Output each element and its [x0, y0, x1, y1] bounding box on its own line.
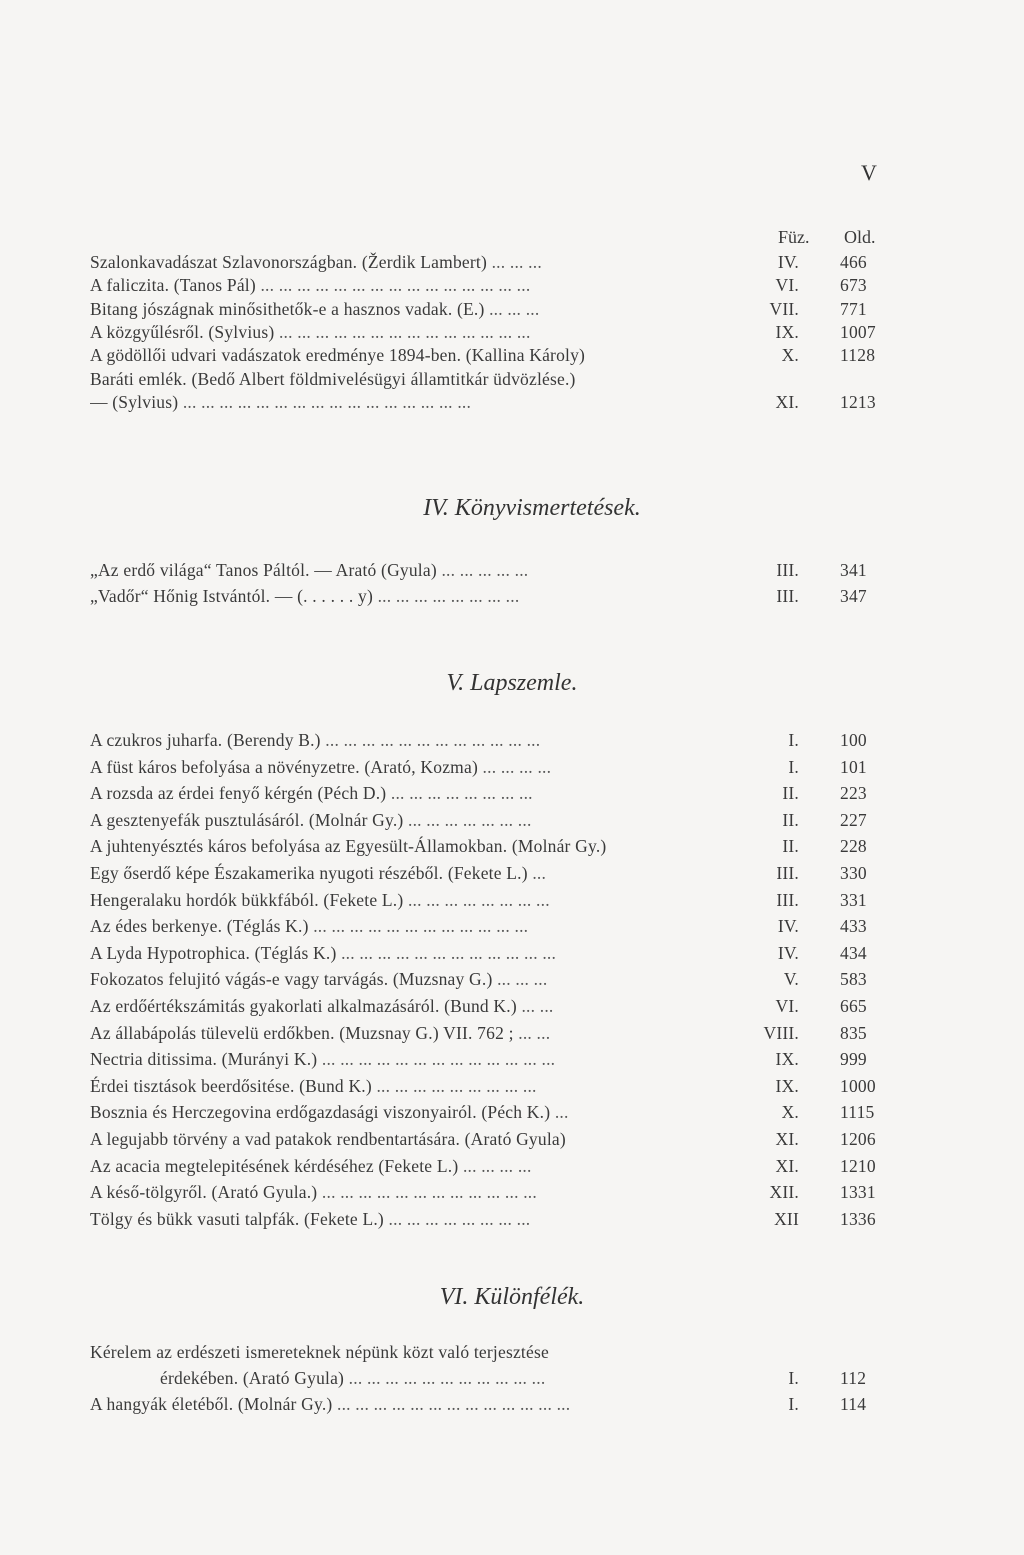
entry-title [90, 887, 750, 914]
entry-title-text: Az állabápolás tülevelü erdőkben. (Muzsnay G.) VII. 762 ; [90, 1022, 514, 1043]
entry-page: 228 [840, 836, 867, 857]
section-heading-iv: IV. Könyvismertetések. [423, 495, 641, 521]
leader-dots: ... [554, 1102, 569, 1123]
entry-page: 433 [840, 916, 867, 937]
entry-page: 999 [840, 1049, 867, 1070]
entry-title-text: érdekében. (Arató Gyula) [160, 1368, 345, 1388]
entry-issue: VI. [775, 275, 799, 296]
leader-dots: ... ... ... ... ... ... ... ... ... ... ... ... [341, 942, 557, 963]
entry-page: 1331 [840, 1182, 876, 1203]
toc-entry [0, 1046, 1024, 1073]
entry-page: 434 [840, 942, 867, 963]
entry-page: 1000 [840, 1075, 876, 1096]
entry-page: 1210 [840, 1155, 876, 1176]
entry-page: 223 [840, 783, 867, 804]
leader-dots: ... ... ... ... ... ... ... ... [407, 889, 550, 910]
section-heading-vi: VI. Különfélék. [439, 1284, 585, 1310]
entry-title-text: Bitang jószágnak minősithetők-e a hasznos vadak. (E.) [90, 298, 485, 319]
entry-title [90, 780, 750, 807]
page-column-header: Old. [844, 227, 876, 247]
leader-dots: ... ... ... ... [482, 756, 552, 777]
entry-page: 673 [840, 275, 867, 296]
entry-title-text: Hengeralaku hordók bükkfából. (Fekete L.) [90, 889, 404, 910]
entry-page: 771 [840, 298, 867, 319]
entry-page: 112 [840, 1368, 867, 1388]
entry-title-text: A hangyák életéből. (Molnár Gy.) [90, 1394, 333, 1414]
leader-dots: ... ... ... [489, 298, 540, 319]
entry-issue: I. [788, 1394, 799, 1414]
entry-issue: III. [776, 586, 799, 606]
entry-title-text: Az édes berkenye. (Téglás K.) [90, 916, 309, 937]
leader-dots: ... ... ... ... ... ... ... [408, 809, 532, 830]
toc-entry [0, 1099, 1024, 1126]
entry-title-text: — (Sylvius) [90, 391, 179, 412]
entry-title-text: A füst káros befolyása a növényzetre. (Arató, Kozma) [90, 756, 478, 777]
entry-title-text: Egy őserdő képe Északamerika nyugoti részéből. (Fekete L.) [90, 863, 528, 883]
entry-title-text: Az acacia megtelepitésének kérdéséhez (Fekete L.) [90, 1155, 459, 1176]
issue-column-header: Füz. [778, 227, 810, 247]
entry-title [90, 807, 750, 834]
toc-entry [0, 966, 1024, 993]
entry-title [90, 913, 750, 940]
toc-entry [0, 1365, 1024, 1392]
section-heading-v: V. Lapszemle. [446, 670, 578, 696]
entry-title-text: A legujabb törvény a vad patakok rendbentartására. (Arató Gyula) [90, 1129, 566, 1149]
toc-entry [0, 754, 1024, 781]
entry-issue: XI. [775, 1129, 799, 1149]
leader-dots: ... ... ... ... ... ... ... ... ... ... ... [348, 1368, 546, 1388]
toc-entry [0, 389, 1024, 416]
toc-entry [0, 1126, 1024, 1153]
entry-title-text: A czukros juharfa. (Berendy B.) [90, 730, 321, 750]
entry-title [160, 1365, 750, 1392]
entry-title [90, 993, 750, 1020]
toc-entry [0, 1339, 1024, 1366]
entry-title-text: Tölgy és bükk vasuti talpfák. (Fekete L.) [90, 1208, 384, 1229]
entry-issue: IV. [777, 916, 799, 937]
toc-entry [0, 1179, 1024, 1206]
toc-entry [0, 780, 1024, 807]
leader-dots: ... ... ... ... ... ... ... ... [388, 1208, 531, 1229]
entry-title [90, 966, 750, 993]
entry-issue: III. [776, 889, 799, 910]
entry-title [90, 1099, 750, 1126]
entry-page: 583 [840, 969, 867, 990]
entry-title-text: Baráti emlék. (Bedő Albert földmivelésügyi államtitkár üdvözlése.) [90, 368, 576, 389]
entry-title [90, 557, 750, 584]
entry-title-text: „Vadőr“ Hőnig Istvántól. — (. . . . . . y) [90, 586, 373, 606]
leader-dots: ... ... ... ... ... [441, 560, 529, 580]
leader-dots: ... ... ... ... ... ... ... ... ... [376, 1075, 537, 1096]
toc-entry [0, 940, 1024, 967]
entry-title [90, 1020, 750, 1047]
entry-issue: IX. [775, 1075, 799, 1096]
entry-title [90, 833, 750, 860]
entry-title-text: A juhtenyésztés káros befolyása az Egyesült-Államokban. (Molnár Gy.) [90, 836, 607, 857]
leader-dots: ... ... ... ... ... ... ... ... ... ... ... ... ... ... ... ... [182, 391, 472, 412]
entry-title [90, 1179, 750, 1206]
entry-title-text: A gödöllői udvari vadászatok eredménye 1894-ben. (Kallina Károly) [90, 345, 586, 366]
leader-dots: ... ... ... ... ... ... ... ... [390, 783, 533, 804]
leader-dots: ... ... ... ... ... ... ... ... ... ... ... ... [321, 1182, 537, 1203]
entry-issue: II. [782, 809, 799, 830]
entry-title [90, 940, 750, 967]
leader-dots: ... ... [518, 1022, 551, 1043]
entry-page: 1336 [840, 1208, 876, 1229]
toc-entry [0, 833, 1024, 860]
leader-dots: ... ... ... ... ... ... ... ... ... ... ... ... ... ... ... [260, 275, 531, 296]
entry-title [90, 1339, 750, 1366]
toc-entry [0, 1391, 1024, 1418]
entry-issue: VII. [769, 298, 799, 319]
entry-issue: I. [788, 1368, 799, 1388]
entry-title-text: Érdei tisztások beerdősitése. (Bund K.) [90, 1075, 372, 1096]
toc-entry [0, 913, 1024, 940]
toc-entry [0, 557, 1024, 584]
entry-issue: II. [782, 836, 799, 857]
leader-dots: ... ... [521, 996, 554, 1016]
entry-title-text: Nectria ditissima. (Murányi K.) [90, 1049, 318, 1070]
entry-issue: III. [776, 863, 799, 883]
entry-title-text: A rozsda az érdei fenyő kérgén (Péch D.) [90, 783, 387, 804]
entry-page: 101 [840, 756, 867, 777]
leader-dots: ... ... ... [497, 969, 548, 990]
entry-page: 330 [840, 863, 867, 883]
entry-issue: I. [788, 756, 799, 777]
entry-title-text: Az erdőértékszámitás gyakorlati alkalmazásáról. (Bund K.) [90, 996, 517, 1016]
entry-title [90, 1153, 750, 1180]
entry-title [90, 1046, 750, 1073]
entry-page: 835 [840, 1022, 867, 1043]
entry-title-text: Kérelem az erdészeti ismereteknek népünk közt való terjesztése [90, 1342, 549, 1362]
entry-title [90, 389, 750, 416]
page-number: V [861, 160, 877, 185]
entry-title [90, 1126, 750, 1153]
entry-page: 1007 [840, 321, 876, 342]
entry-title-text: A késő-tölgyről. (Arató Gyula.) [90, 1182, 318, 1203]
leader-dots: ... ... ... ... ... ... ... ... ... ... ... ... [325, 730, 541, 750]
entry-title-text: Fokozatos felujitó vágás-e vagy tarvágás. (Muzsnay G.) [90, 969, 493, 990]
entry-title-text: A gesztenyefák pusztulásáról. (Molnár Gy.) [90, 809, 404, 830]
entry-issue: XII. [769, 1182, 799, 1203]
entry-issue: XII [774, 1208, 799, 1229]
entry-issue: V. [783, 969, 799, 990]
entry-page: 1115 [840, 1102, 875, 1123]
entry-title [90, 1073, 750, 1100]
entry-issue: I. [788, 730, 799, 750]
entry-page: 1128 [840, 345, 876, 366]
entry-page: 1206 [840, 1129, 876, 1149]
entry-page: 466 [840, 252, 867, 272]
entry-issue: X. [781, 345, 799, 366]
entry-page: 100 [840, 730, 867, 750]
entry-title-text: Bosznia és Herczegovina erdőgazdasági viszonyairól. (Péch K.) [90, 1102, 551, 1123]
entry-page: 1213 [840, 391, 876, 412]
entry-issue: XI. [775, 391, 799, 412]
entry-page: 331 [840, 889, 867, 910]
toc-entry [0, 860, 1024, 887]
entry-page: 227 [840, 809, 867, 830]
toc-entry [0, 1206, 1024, 1233]
entry-title [90, 727, 750, 754]
toc-entry [0, 1153, 1024, 1180]
entry-issue: IV. [777, 942, 799, 963]
toc-entry [0, 887, 1024, 914]
entry-issue: XI. [775, 1155, 799, 1176]
toc-entry [0, 727, 1024, 754]
toc-entry [0, 583, 1024, 610]
entry-page: 347 [840, 586, 867, 606]
entry-title [90, 583, 750, 610]
entry-issue: IX. [775, 321, 799, 342]
entry-issue: VIII. [763, 1022, 799, 1043]
toc-entry [0, 993, 1024, 1020]
toc-entry [0, 1020, 1024, 1047]
leader-dots: ... [532, 863, 547, 883]
toc-entry [0, 1073, 1024, 1100]
entry-issue: IV. [777, 252, 799, 272]
entry-title-text: A közgyűlésről. (Sylvius) [90, 321, 275, 342]
leader-dots: ... ... ... ... ... ... ... ... ... ... ... ... ... [337, 1394, 571, 1414]
entry-title [90, 754, 750, 781]
leader-dots: ... ... ... ... ... ... ... ... ... ... ... ... ... ... [278, 321, 531, 342]
entry-issue: II. [782, 783, 799, 804]
entry-page: 665 [840, 996, 867, 1016]
entry-issue: III. [776, 560, 799, 580]
entry-title-text: A faliczita. (Tanos Pál) [90, 275, 256, 296]
entry-issue: X. [781, 1102, 799, 1123]
entry-issue: VI. [775, 996, 799, 1016]
entry-title-text: Szalonkavadászat Szlavonországban. (Žerdik Lambert) [90, 252, 487, 272]
leader-dots: ... ... ... ... ... ... ... ... ... ... ... ... [313, 916, 529, 937]
leader-dots: ... ... ... ... ... ... ... ... [377, 586, 520, 606]
leader-dots: ... ... ... [491, 252, 542, 272]
entry-title [90, 1206, 750, 1233]
entry-page: 114 [840, 1394, 867, 1414]
toc-entry [0, 807, 1024, 834]
entry-title-text: A Lyda Hypotrophica. (Téglás K.) [90, 942, 337, 963]
entry-title-text: „Az erdő világa“ Tanos Páltól. — Arató (Gyula) [90, 560, 437, 580]
entry-title [90, 1391, 750, 1418]
entry-issue: IX. [775, 1049, 799, 1070]
entry-title [90, 860, 750, 887]
entry-page: 341 [840, 560, 867, 580]
leader-dots: ... ... ... ... ... ... ... ... ... ... ... ... ... [321, 1049, 556, 1070]
leader-dots: ... ... ... ... [462, 1155, 532, 1176]
